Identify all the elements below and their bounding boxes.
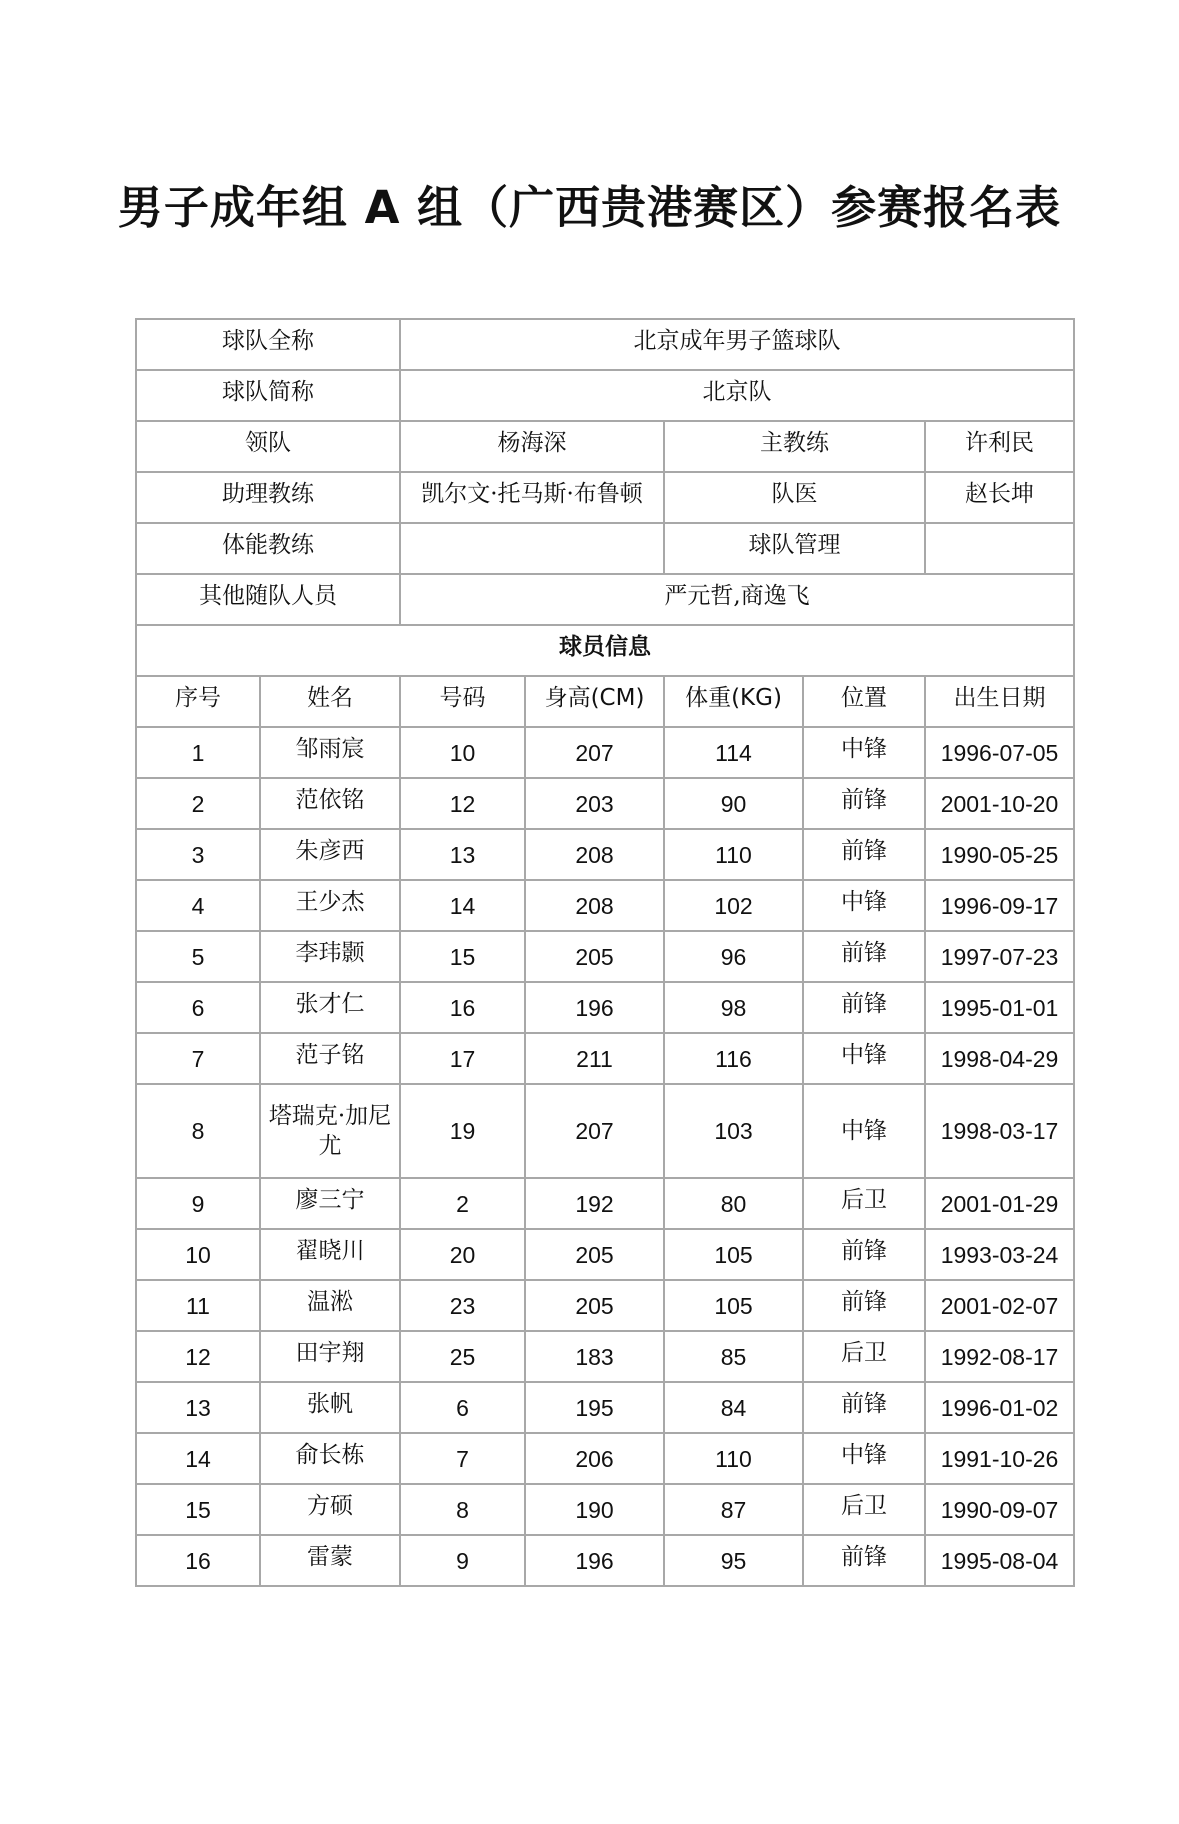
player-name: 范子铭 (260, 1033, 400, 1084)
column-header-name: 姓名 (260, 676, 400, 727)
player-position: 中锋 (803, 1084, 925, 1178)
table-row (136, 778, 1074, 829)
player-index: 16 (136, 1535, 260, 1586)
player-jersey-number: 14 (400, 880, 525, 931)
player-position: 中锋 (803, 1433, 925, 1484)
player-weight: 90 (664, 778, 803, 829)
player-weight: 110 (664, 829, 803, 880)
team-short-name-value: 北京队 (400, 370, 1074, 421)
player-index: 15 (136, 1484, 260, 1535)
player-position: 后卫 (803, 1331, 925, 1382)
player-name: 廖三宁 (260, 1178, 400, 1229)
player-birth-date: 1996-09-17 (925, 880, 1074, 931)
player-height: 192 (525, 1178, 664, 1229)
leader-label: 领队 (136, 421, 400, 472)
player-name: 张才仁 (260, 982, 400, 1033)
player-jersey-number: 20 (400, 1229, 525, 1280)
player-birth-date: 1992-08-17 (925, 1331, 1074, 1382)
table-row (136, 1280, 1074, 1331)
fitness-coach-row (136, 523, 1074, 574)
player-jersey-number: 12 (400, 778, 525, 829)
manager-value (925, 523, 1074, 574)
players-section-row (136, 625, 1074, 676)
player-name: 李玮颢 (260, 931, 400, 982)
players-section-heading: 球员信息 (136, 625, 1074, 676)
player-name: 朱彦西 (260, 829, 400, 880)
player-name: 范依铭 (260, 778, 400, 829)
team-full-name-label: 球队全称 (136, 319, 400, 370)
fitness-coach-label: 体能教练 (136, 523, 400, 574)
player-name: 塔瑞克·加尼尤 (260, 1084, 400, 1178)
assistant-coach-row (136, 472, 1074, 523)
player-index: 8 (136, 1084, 260, 1178)
player-weight: 96 (664, 931, 803, 982)
assistant-coach-value: 凯尔文·托马斯·布鲁顿 (400, 472, 664, 523)
player-height: 207 (525, 1084, 664, 1178)
player-position: 前锋 (803, 1382, 925, 1433)
player-index: 5 (136, 931, 260, 982)
player-position: 前锋 (803, 829, 925, 880)
player-name: 雷蒙 (260, 1535, 400, 1586)
player-birth-date: 1995-01-01 (925, 982, 1074, 1033)
player-weight: 116 (664, 1033, 803, 1084)
player-index: 12 (136, 1331, 260, 1382)
player-jersey-number: 7 (400, 1433, 525, 1484)
player-position: 后卫 (803, 1484, 925, 1535)
player-name: 张帆 (260, 1382, 400, 1433)
column-header-number: 号码 (400, 676, 525, 727)
player-birth-date: 1998-04-29 (925, 1033, 1074, 1084)
player-birth-date: 2001-01-29 (925, 1178, 1074, 1229)
player-height: 190 (525, 1484, 664, 1535)
table-row (136, 1178, 1074, 1229)
player-jersey-number: 17 (400, 1033, 525, 1084)
table-row (136, 982, 1074, 1033)
table-row (136, 931, 1074, 982)
player-weight: 95 (664, 1535, 803, 1586)
table-row (136, 1535, 1074, 1586)
other-staff-label: 其他随队人员 (136, 574, 400, 625)
table-row (136, 1484, 1074, 1535)
player-index: 4 (136, 880, 260, 931)
player-height: 208 (525, 829, 664, 880)
player-height: 208 (525, 880, 664, 931)
player-birth-date: 1998-03-17 (925, 1084, 1074, 1178)
table-row (136, 1229, 1074, 1280)
team-short-name-label: 球队简称 (136, 370, 400, 421)
column-header-weight: 体重(KG) (664, 676, 803, 727)
player-name: 方硕 (260, 1484, 400, 1535)
player-birth-date: 1996-07-05 (925, 727, 1074, 778)
table-row (136, 1331, 1074, 1382)
player-height: 203 (525, 778, 664, 829)
fitness-coach-value (400, 523, 664, 574)
player-index: 13 (136, 1382, 260, 1433)
player-jersey-number: 8 (400, 1484, 525, 1535)
head-coach-label: 主教练 (664, 421, 925, 472)
player-name: 王少杰 (260, 880, 400, 931)
team-short-name-row (136, 370, 1074, 421)
player-jersey-number: 9 (400, 1535, 525, 1586)
player-index: 6 (136, 982, 260, 1033)
leader-value: 杨海深 (400, 421, 664, 472)
player-birth-date: 1996-01-02 (925, 1382, 1074, 1433)
player-jersey-number: 10 (400, 727, 525, 778)
player-weight: 84 (664, 1382, 803, 1433)
assistant-coach-label: 助理教练 (136, 472, 400, 523)
player-index: 3 (136, 829, 260, 880)
player-position: 中锋 (803, 727, 925, 778)
player-index: 11 (136, 1280, 260, 1331)
player-birth-date: 1991-10-26 (925, 1433, 1074, 1484)
player-name: 田宇翔 (260, 1331, 400, 1382)
column-header-birth-date: 出生日期 (925, 676, 1074, 727)
leader-row (136, 421, 1074, 472)
player-height: 206 (525, 1433, 664, 1484)
player-position: 前锋 (803, 1535, 925, 1586)
player-weight: 102 (664, 880, 803, 931)
players-table-body (136, 727, 1074, 1586)
player-height: 195 (525, 1382, 664, 1433)
table-row (136, 880, 1074, 931)
player-weight: 105 (664, 1229, 803, 1280)
player-jersey-number: 25 (400, 1331, 525, 1382)
player-weight: 80 (664, 1178, 803, 1229)
player-birth-date: 1997-07-23 (925, 931, 1074, 982)
player-height: 196 (525, 1535, 664, 1586)
head-coach-value: 许利民 (925, 421, 1074, 472)
player-jersey-number: 16 (400, 982, 525, 1033)
registration-table (135, 318, 1075, 1587)
column-header-position: 位置 (803, 676, 925, 727)
player-jersey-number: 2 (400, 1178, 525, 1229)
player-weight: 110 (664, 1433, 803, 1484)
player-jersey-number: 23 (400, 1280, 525, 1331)
player-name: 翟晓川 (260, 1229, 400, 1280)
other-staff-row (136, 574, 1074, 625)
player-height: 207 (525, 727, 664, 778)
player-birth-date: 2001-10-20 (925, 778, 1074, 829)
table-row (136, 1033, 1074, 1084)
other-staff-value: 严元哲,商逸飞 (400, 574, 1074, 625)
page-title: 男子成年组 A 组（广西贵港赛区）参赛报名表 (117, 181, 1062, 234)
doctor-label: 队医 (664, 472, 925, 523)
player-height: 205 (525, 1229, 664, 1280)
player-name: 邹雨宸 (260, 727, 400, 778)
player-weight: 85 (664, 1331, 803, 1382)
player-height: 196 (525, 982, 664, 1033)
column-header-height: 身高(CM) (525, 676, 664, 727)
player-height: 205 (525, 1280, 664, 1331)
table-row (136, 727, 1074, 778)
player-birth-date: 2001-02-07 (925, 1280, 1074, 1331)
player-jersey-number: 15 (400, 931, 525, 982)
table-row (136, 1084, 1074, 1178)
player-height: 211 (525, 1033, 664, 1084)
team-full-name-value: 北京成年男子篮球队 (400, 319, 1074, 370)
column-header-index: 序号 (136, 676, 260, 727)
team-full-name-row (136, 319, 1074, 370)
player-birth-date: 1990-09-07 (925, 1484, 1074, 1535)
player-position: 前锋 (803, 931, 925, 982)
player-weight: 114 (664, 727, 803, 778)
doctor-value: 赵长坤 (925, 472, 1074, 523)
player-weight: 103 (664, 1084, 803, 1178)
player-index: 2 (136, 778, 260, 829)
player-weight: 87 (664, 1484, 803, 1535)
player-weight: 105 (664, 1280, 803, 1331)
players-header-row (136, 676, 1074, 727)
player-birth-date: 1993-03-24 (925, 1229, 1074, 1280)
player-index: 9 (136, 1178, 260, 1229)
player-jersey-number: 13 (400, 829, 525, 880)
player-index: 10 (136, 1229, 260, 1280)
table-row (136, 1382, 1074, 1433)
player-jersey-number: 19 (400, 1084, 525, 1178)
player-position: 前锋 (803, 982, 925, 1033)
player-position: 中锋 (803, 880, 925, 931)
player-birth-date: 1995-08-04 (925, 1535, 1074, 1586)
manager-label: 球队管理 (664, 523, 925, 574)
player-position: 前锋 (803, 1229, 925, 1280)
player-name: 温淞 (260, 1280, 400, 1331)
player-weight: 98 (664, 982, 803, 1033)
player-position: 中锋 (803, 1033, 925, 1084)
player-name: 俞长栋 (260, 1433, 400, 1484)
player-index: 7 (136, 1033, 260, 1084)
table-row (136, 829, 1074, 880)
player-index: 1 (136, 727, 260, 778)
player-height: 183 (525, 1331, 664, 1382)
player-index: 14 (136, 1433, 260, 1484)
player-jersey-number: 6 (400, 1382, 525, 1433)
player-position: 后卫 (803, 1178, 925, 1229)
player-birth-date: 1990-05-25 (925, 829, 1074, 880)
team-info-section (136, 319, 1074, 727)
player-height: 205 (525, 931, 664, 982)
player-position: 前锋 (803, 778, 925, 829)
player-position: 前锋 (803, 1280, 925, 1331)
table-row (136, 1433, 1074, 1484)
